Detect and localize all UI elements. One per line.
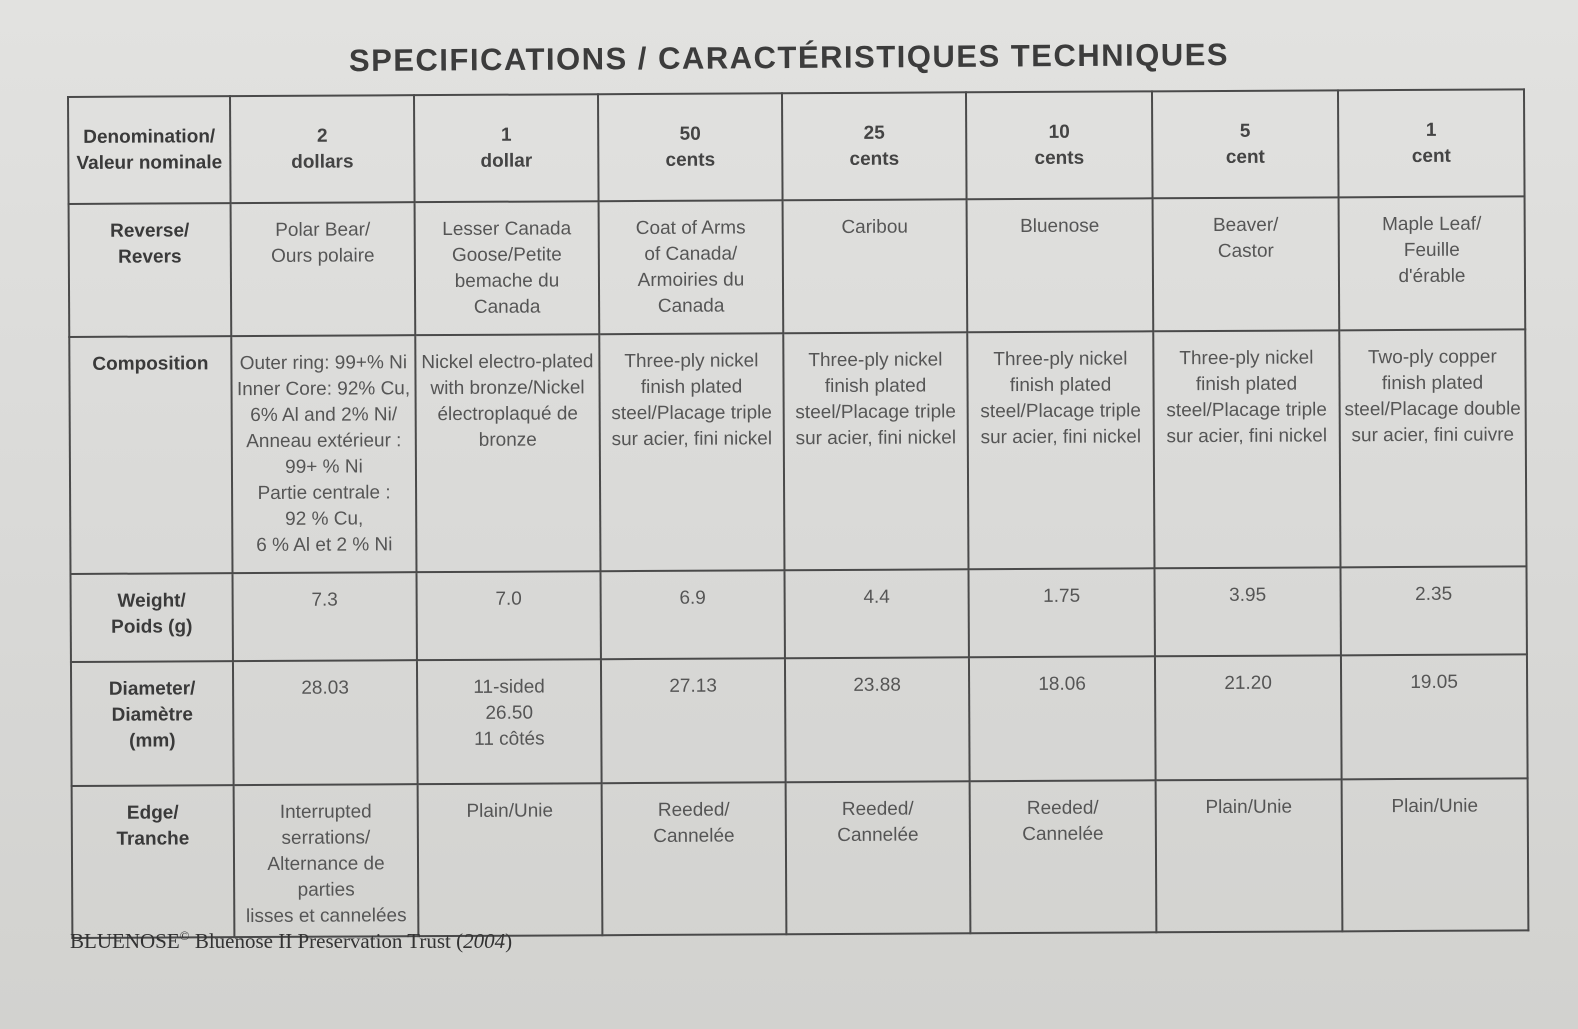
table-cell: 6.9	[600, 570, 784, 659]
table-cell: Interrupted serrations/ Alternance de parties lisses et cannelées	[234, 784, 419, 937]
table-cell: Maple Leaf/ Feuille d'érable	[1339, 196, 1526, 330]
row-header-diameter: Diameter/ Diamètre (mm)	[71, 661, 234, 786]
table-cell: Beaver/ Castor	[1153, 197, 1340, 331]
table-cell: Reeded/ Cannelée	[602, 782, 787, 935]
row-header-denomination: Denomination/ Valeur nominale	[68, 96, 231, 204]
table-cell: Reeded/ Cannelée	[970, 780, 1157, 933]
page-title: SPECIFICATIONS / CARACTÉRISTIQUES TECHNIQUES	[348, 36, 1230, 79]
row-header-weight: Weight/ Poids (g)	[71, 573, 233, 662]
table-cell: Reeded/ Cannelée	[786, 781, 971, 934]
table-cell: Two-ply copper finish plated steel/Placage double sur acier, fini cuivre	[1339, 329, 1526, 567]
table-cell: Three-ply nickel finish plated steel/Placage triple sur acier, fini nickel	[967, 331, 1154, 569]
table-cell: Three-ply nickel finish plated steel/Placage triple sur acier, fini nickel	[783, 332, 968, 570]
table-cell: Bluenose	[967, 198, 1154, 332]
table-cell: Plain/Unie	[1156, 779, 1343, 932]
table-cell: 7.3	[233, 572, 417, 661]
table-cell: Lesser Canada Goose/Petite bemache du Canada	[415, 201, 600, 335]
table-row-weight	[71, 566, 1527, 662]
copyright-year: 2004	[463, 929, 506, 953]
table-cell: 27.13	[601, 658, 786, 783]
table-cell: Three-ply nickel finish plated steel/Placage triple sur acier, fini nickel	[1153, 330, 1340, 568]
table-row-composition	[69, 329, 1526, 574]
table-cell: 18.06	[969, 656, 1156, 781]
table-cell: Outer ring: 99+% Ni Inner Core: 92% Cu, 6% Al and 2% Ni/ Anneau extérieur : 99+ % Ni Partie centrale : 92 % Cu, 6 % Al et 2 % Ni	[231, 335, 416, 573]
row-header-edge: Edge/ Tranche	[72, 785, 235, 938]
table-cell: Plain/Unie	[418, 783, 603, 936]
table-cell: 4.4	[784, 569, 968, 658]
table-cell: Caribou	[783, 199, 968, 333]
table-cell: 11-sided 26.50 11 côtés	[417, 659, 602, 784]
table-cell: 19.05	[1341, 654, 1528, 779]
table-cell: 21.20	[1155, 655, 1342, 780]
table-cell: 23.88	[785, 657, 970, 782]
table-cell: Polar Bear/ Ours polaire	[231, 202, 416, 336]
copyright-symbol: ©	[179, 928, 190, 943]
table-cell: Coat of Arms of Canada/ Armoiries du Canada	[599, 200, 784, 334]
table-cell: 28.03	[233, 660, 418, 785]
table-row-edge	[72, 778, 1529, 938]
column-header-1-dollar: 1 dollar	[414, 94, 599, 202]
column-header-10-cents: 10 cents	[966, 91, 1153, 199]
trademark-name: BLUENOSE	[70, 929, 180, 953]
table-cell: 7.0	[416, 571, 600, 660]
table-row-diameter	[71, 654, 1528, 786]
copyright-close: )	[505, 929, 513, 953]
column-header-1-cent: 1 cent	[1338, 89, 1525, 197]
table-row-denomination	[68, 89, 1525, 204]
table-cell: Plain/Unie	[1342, 778, 1529, 931]
copyright-owner: Bluenose II Preservation Trust (	[189, 929, 464, 953]
column-header-25-cents: 25 cents	[782, 92, 967, 200]
table-cell: 2.35	[1340, 566, 1526, 655]
row-header-reverse: Reverse/ Revers	[69, 203, 232, 337]
row-header-composition: Composition	[69, 336, 232, 574]
table-cell: 1.75	[968, 568, 1154, 657]
table-cell: Three-ply nickel finish plated steel/Placage triple sur acier, fini nickel	[599, 333, 784, 571]
column-header-5-cent: 5 cent	[1152, 90, 1339, 198]
table-row-reverse	[69, 196, 1526, 337]
column-header-2-dollars: 2 dollars	[230, 95, 415, 203]
column-header-50-cents: 50 cents	[598, 93, 783, 201]
specifications-table	[67, 88, 1529, 939]
table-cell: 3.95	[1154, 567, 1340, 656]
table-cell: Nickel electro-plated with bronze/Nickel électroplaqué de bronze	[415, 334, 600, 572]
copyright-footer	[70, 928, 512, 954]
